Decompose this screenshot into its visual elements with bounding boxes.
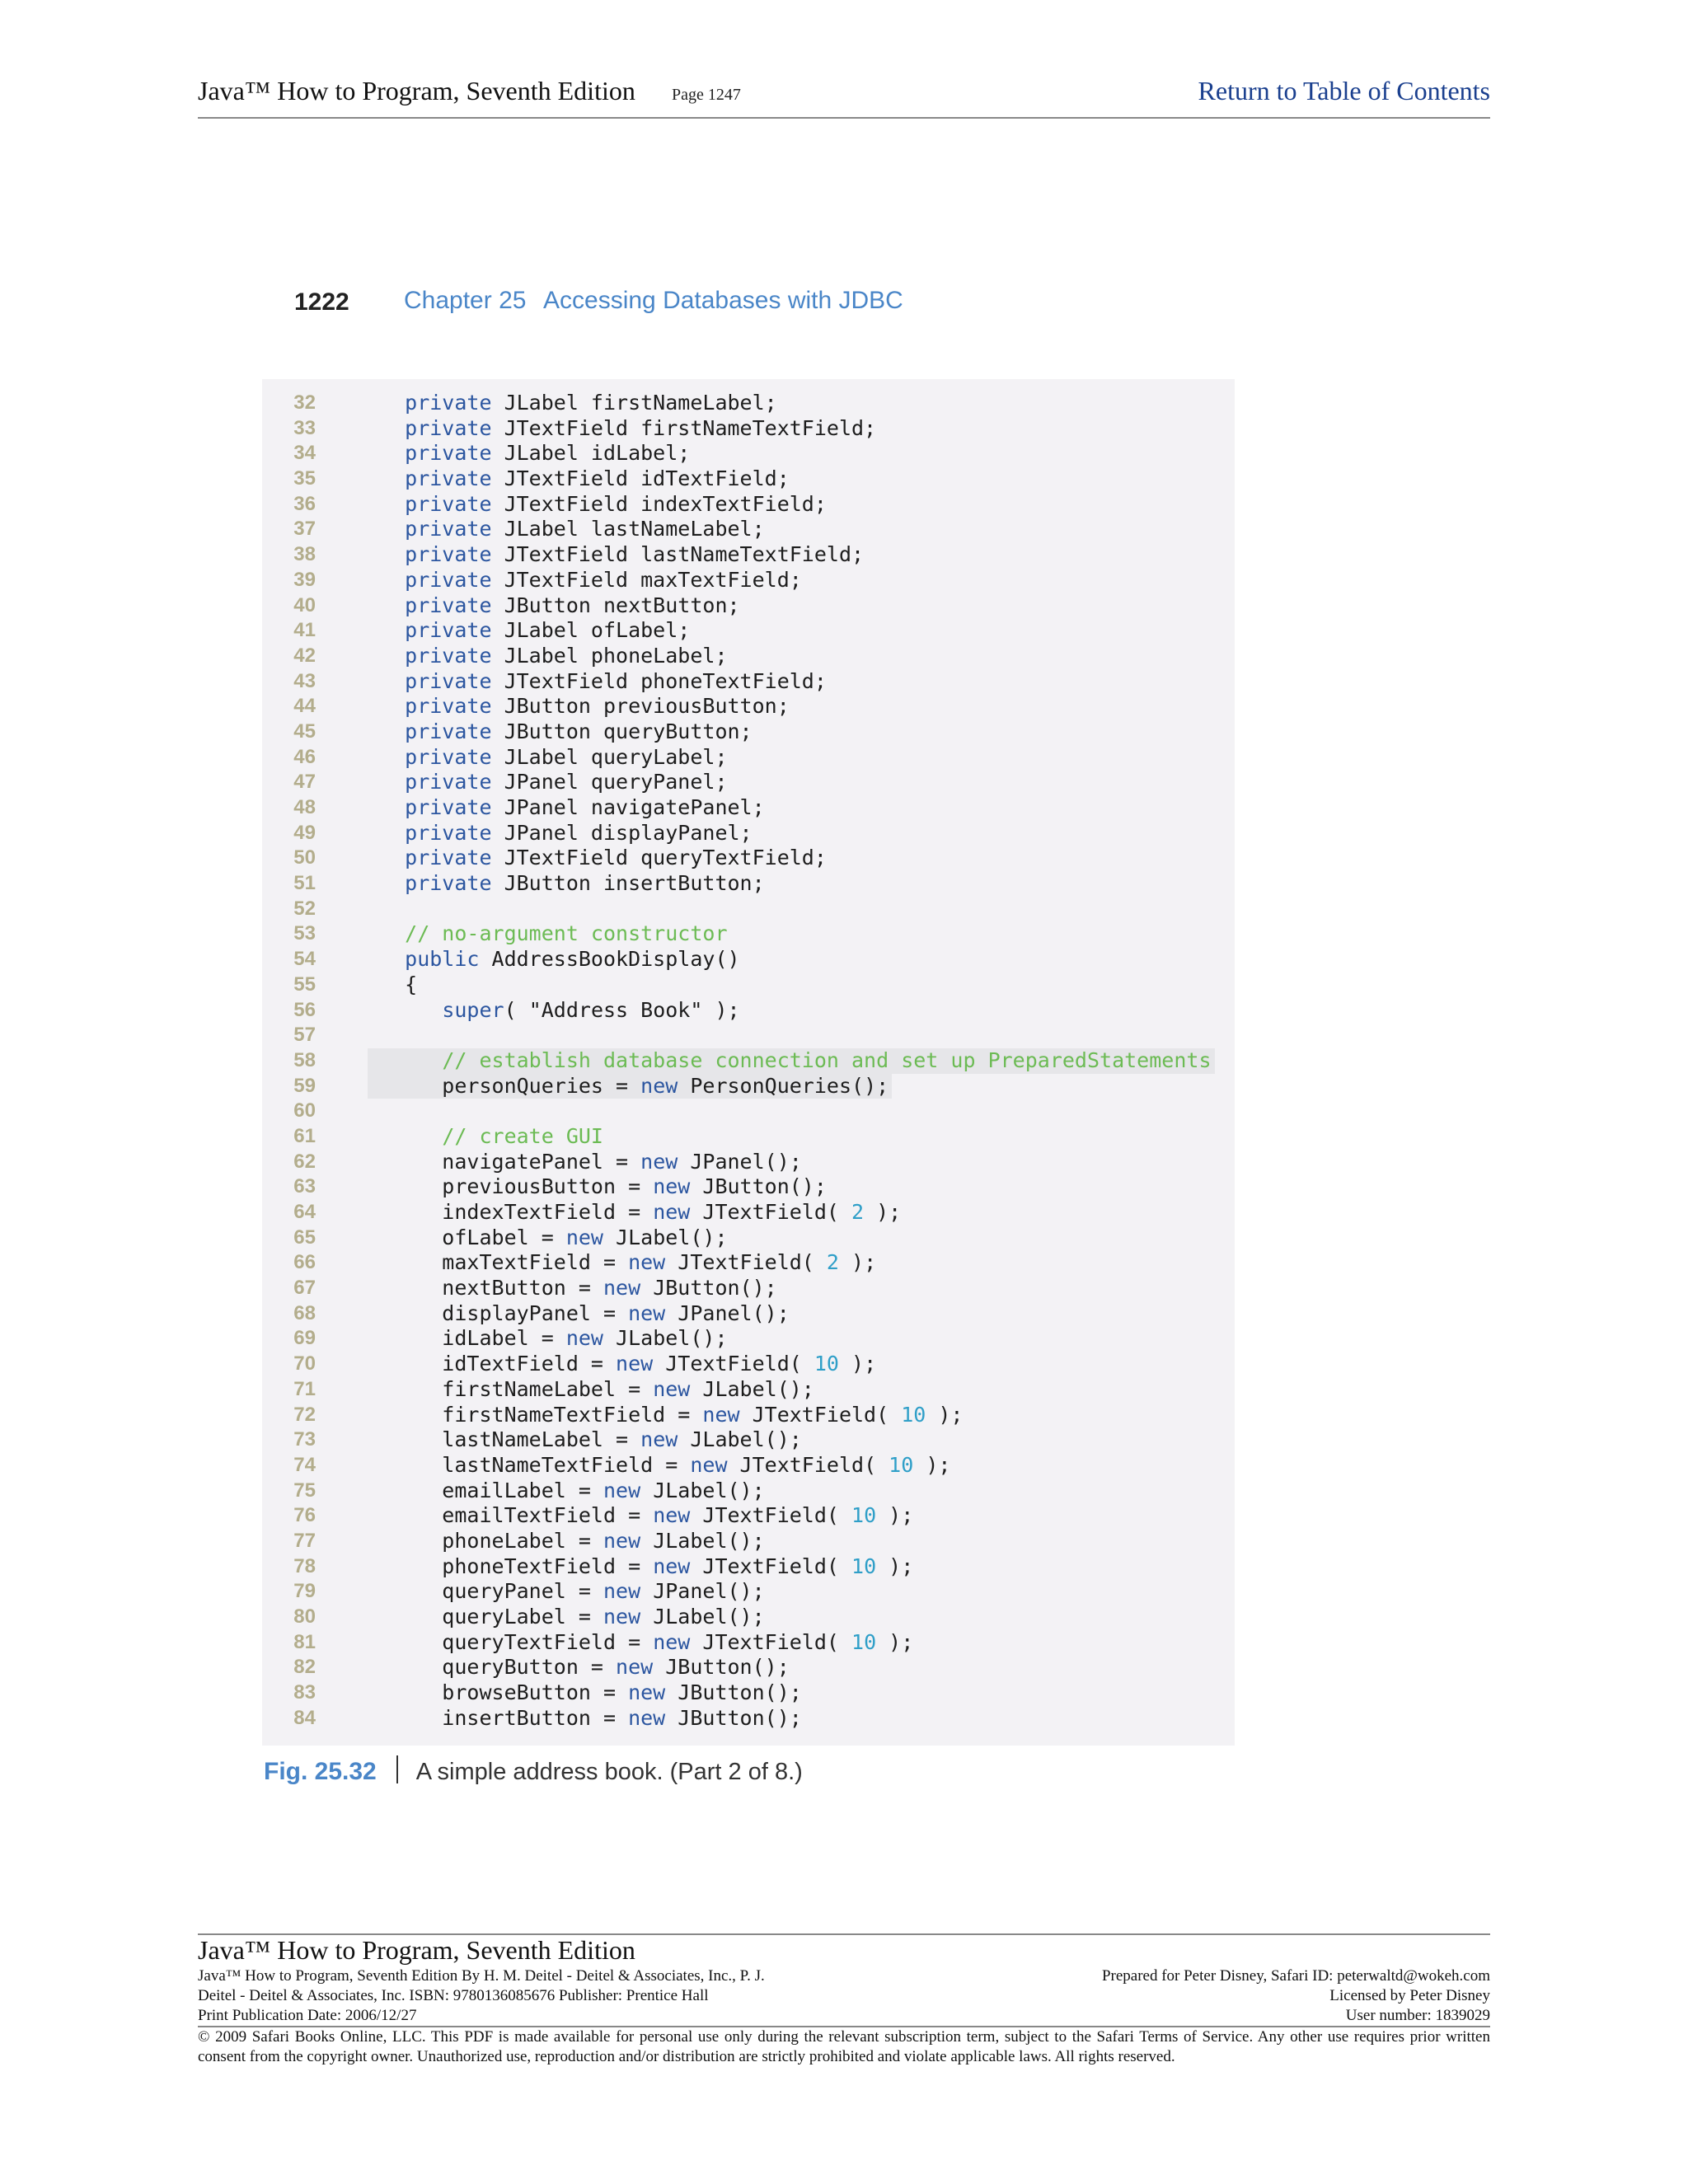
line-number: 70 <box>293 1352 316 1376</box>
code-text: indexTextField = new JTextField( 2 ); <box>368 1200 902 1224</box>
page-header <box>198 76 1490 119</box>
code-text: firstNameLabel = new JLabel(); <box>368 1376 814 1401</box>
line-number: 66 <box>293 1251 316 1274</box>
code-text: private JButton previousButton; <box>405 694 790 719</box>
line-number: 74 <box>293 1453 316 1476</box>
code-text: firstNameTextField = new JTextField( 10 ); <box>368 1402 964 1427</box>
line-number: 64 <box>293 1201 316 1223</box>
code-listing <box>262 379 1235 1746</box>
line-number: 76 <box>293 1504 316 1527</box>
code-text: private JPanel displayPanel; <box>405 820 753 845</box>
code-text: phoneLabel = new JLabel(); <box>368 1528 765 1553</box>
line-number: 73 <box>293 1428 316 1451</box>
line-number: 36 <box>293 492 316 515</box>
code-text: lastNameTextField = new JTextField( 10 ); <box>368 1452 951 1477</box>
code-text: queryTextField = new JTextField( 10 ); <box>368 1629 914 1654</box>
line-number: 38 <box>293 543 316 566</box>
code-text: private JTextField phoneTextField; <box>405 668 827 693</box>
code-text: private JPanel navigatePanel; <box>405 795 765 819</box>
line-number: 58 <box>293 1048 316 1071</box>
code-text: private JTextField lastNameTextField; <box>405 542 865 567</box>
line-number: 43 <box>293 669 316 692</box>
line-number: 82 <box>293 1656 316 1679</box>
code-text: queryLabel = new JLabel(); <box>368 1605 765 1629</box>
footer-book-title: Java™ How to Program, Seventh Edition <box>198 1935 635 1965</box>
code-text: super( "Address Book" ); <box>442 997 740 1022</box>
code-text: { <box>368 972 418 996</box>
line-number: 33 <box>293 416 316 439</box>
line-number: 37 <box>293 518 316 541</box>
line-number: 75 <box>293 1479 316 1502</box>
line-number: 35 <box>293 467 316 490</box>
line-number: 48 <box>293 796 316 818</box>
code-text: private JLabel firstNameLabel; <box>405 391 777 415</box>
code-text: // establish database connection and set up PreparedStatements <box>368 1048 1215 1074</box>
code-text: displayPanel = new JPanel(); <box>368 1301 790 1325</box>
line-number: 45 <box>293 719 316 743</box>
code-text: private JPanel queryPanel; <box>405 770 728 794</box>
line-number: 51 <box>293 872 316 895</box>
code-text: idLabel = new JLabel(); <box>368 1326 728 1351</box>
code-text: emailLabel = new JLabel(); <box>368 1478 765 1502</box>
line-number: 59 <box>293 1074 316 1097</box>
line-number: 47 <box>293 771 316 794</box>
footer-license-info <box>1102 1966 1490 2026</box>
line-number: 67 <box>293 1277 316 1300</box>
code-text: ofLabel = new JLabel(); <box>368 1225 728 1249</box>
line-number: 80 <box>293 1605 316 1628</box>
chapter-number: Chapter 25 <box>404 287 527 314</box>
line-number: 39 <box>293 568 316 591</box>
line-number: 54 <box>293 948 316 971</box>
line-number: 41 <box>293 619 316 642</box>
line-number: 60 <box>293 1099 316 1122</box>
line-number: 57 <box>293 1024 316 1047</box>
line-number: 72 <box>293 1403 316 1426</box>
code-text: private JButton insertButton; <box>405 871 765 896</box>
code-text: private JTextField indexTextField; <box>405 491 827 516</box>
line-number: 63 <box>293 1175 316 1198</box>
line-number: 56 <box>293 998 316 1021</box>
code-text: private JButton nextButton; <box>405 593 740 617</box>
code-text: private JTextField maxTextField; <box>405 567 802 592</box>
code-text: private JLabel lastNameLabel; <box>405 517 765 541</box>
code-text: // no-argument constructor <box>405 921 728 946</box>
code-text: insertButton = new JButton(); <box>368 1705 802 1730</box>
line-number: 61 <box>293 1124 316 1147</box>
footer-left-line: Deitel - Deitel & Associates, Inc. ISBN: 9780136085676 Publisher: Prentice Hall <box>198 1987 709 2004</box>
code-text: navigatePanel = new JPanel(); <box>368 1149 802 1174</box>
code-text: emailTextField = new JTextField( 10 ); <box>368 1503 914 1528</box>
line-number: 65 <box>293 1226 316 1249</box>
chapter-title: Accessing Databases with JDBC <box>543 287 903 314</box>
line-number: 40 <box>293 593 316 616</box>
code-text: nextButton = new JButton(); <box>368 1276 777 1301</box>
figure-caption <box>264 1755 803 1792</box>
code-text: phoneTextField = new JTextField( 10 ); <box>368 1554 914 1578</box>
line-number: 79 <box>293 1580 316 1603</box>
line-number: 32 <box>293 391 316 414</box>
line-number: 34 <box>293 442 316 465</box>
footer-right-line: Licensed by Peter Disney <box>1329 1987 1490 2004</box>
return-to-toc-link[interactable]: Return to Table of Contents <box>1198 76 1490 105</box>
line-number: 46 <box>293 745 316 768</box>
code-text: private JLabel phoneLabel; <box>405 643 728 668</box>
code-text: queryButton = new JButton(); <box>368 1655 790 1680</box>
code-text: private JTextField queryTextField; <box>405 846 827 870</box>
caption-separator <box>396 1755 398 1783</box>
line-number: 69 <box>293 1327 316 1350</box>
line-number: 68 <box>293 1301 316 1324</box>
code-text: private JTextField idTextField; <box>405 466 790 491</box>
line-number: 71 <box>293 1377 316 1400</box>
line-number: 42 <box>293 644 316 667</box>
line-number: 44 <box>293 695 316 718</box>
line-number: 53 <box>293 922 316 945</box>
footer-publication-info <box>198 1966 765 2026</box>
code-text: previousButton = new JButton(); <box>368 1174 827 1199</box>
code-text: private JLabel ofLabel; <box>405 618 691 643</box>
code-text: maxTextField = new JTextField( 2 ); <box>368 1250 877 1275</box>
book-title: Java™ How to Program, Seventh Edition <box>198 76 635 105</box>
line-number: 50 <box>293 846 316 869</box>
code-text: private JLabel queryLabel; <box>405 744 728 769</box>
book-page-number: 1222 <box>294 288 349 316</box>
footer-right-line: User number: 1839029 <box>1345 2007 1490 2024</box>
footer-left-line: Java™ How to Program, Seventh Edition By H. M. Deitel - Deitel & Associates, Inc., P. J. <box>198 1967 765 1985</box>
code-text: lastNameLabel = new JLabel(); <box>368 1427 802 1452</box>
footer-left-line: Print Publication Date: 2006/12/27 <box>198 2007 417 2024</box>
code-text: browseButton = new JButton(); <box>368 1680 802 1705</box>
line-number: 83 <box>293 1681 316 1704</box>
code-text: private JButton queryButton; <box>405 719 753 743</box>
pdf-page-number: Page 1247 <box>672 86 741 104</box>
code-text: private JLabel idLabel; <box>405 441 691 466</box>
code-text: private JTextField firstNameTextField; <box>405 415 877 440</box>
code-text: idTextField = new JTextField( 10 ); <box>368 1352 877 1376</box>
code-text: // create GUI <box>442 1123 603 1148</box>
code-text: personQueries = new PersonQueries(); <box>368 1074 892 1099</box>
line-number: 55 <box>293 972 316 996</box>
line-number: 77 <box>293 1529 316 1552</box>
line-number: 78 <box>293 1554 316 1577</box>
figure-label: Fig. 25.32 <box>264 1758 377 1785</box>
line-number: 49 <box>293 821 316 844</box>
code-text: public AddressBookDisplay() <box>405 947 740 972</box>
line-number: 52 <box>293 897 316 920</box>
line-number: 62 <box>293 1150 316 1173</box>
footer-copyright: © 2009 Safari Books Online, LLC. This PDF is made available for personal use only during the relevant subscription term, subject to the Safari Terms of Service. Any other use requires prior written consent from the copyright owner. Unauthorized use, reproduction and/or distribution are strictly prohibited and violate applicable laws. All rights reserved. <box>198 2028 1490 2065</box>
figure-text: A simple address book. (Part 2 of 8.) <box>415 1759 803 1785</box>
line-number: 81 <box>293 1630 316 1653</box>
code-text: queryPanel = new JPanel(); <box>368 1579 765 1604</box>
line-number: 84 <box>293 1706 316 1729</box>
footer-right-line: Prepared for Peter Disney, Safari ID: peterwaltd@wokeh.com <box>1101 1967 1490 1985</box>
